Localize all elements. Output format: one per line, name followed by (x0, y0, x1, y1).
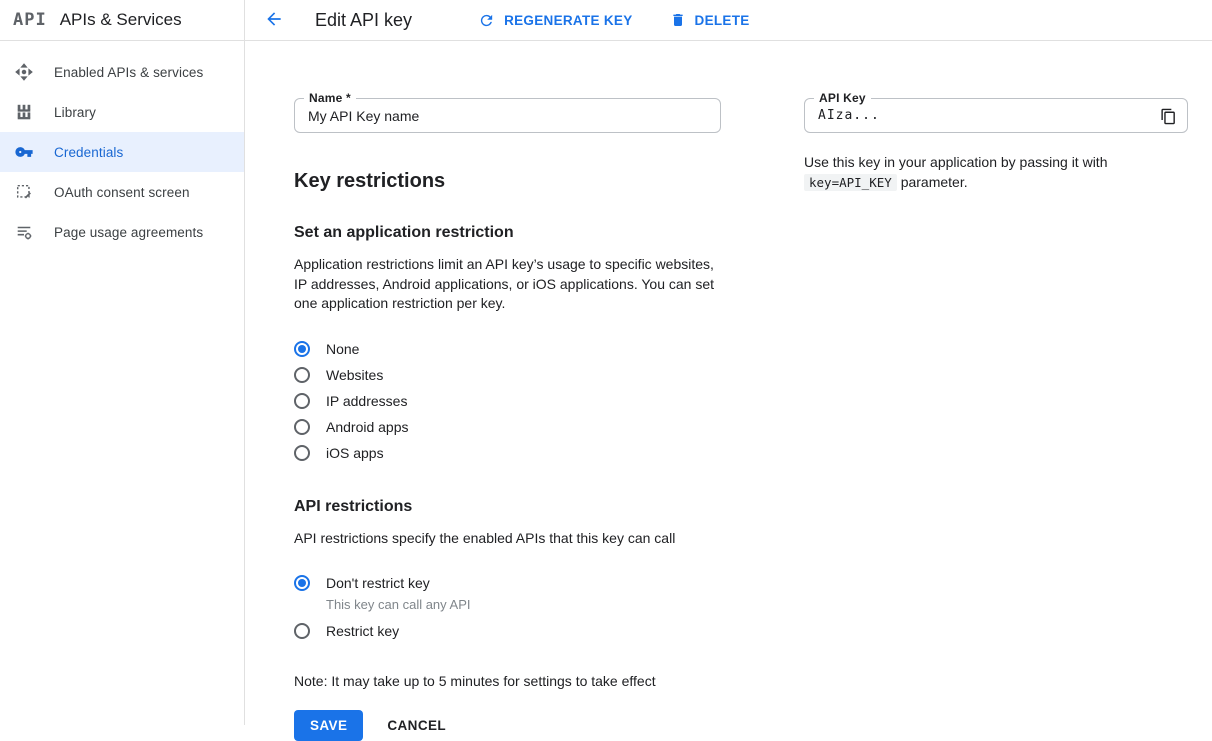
radio-selected-icon (294, 575, 310, 591)
sidebar-item-enabled-apis[interactable] (0, 52, 244, 92)
radio-label: Websites (326, 366, 384, 383)
radio-label: None (326, 340, 360, 357)
api-key-param-chip: key=API_KEY (804, 174, 897, 191)
sidebar-item-label: Page usage agreements (54, 224, 204, 240)
radio-label: Don't restrict key (326, 575, 430, 591)
right-column (804, 41, 1188, 193)
app-restriction-heading: Set an application restriction (294, 224, 514, 241)
api-restrictions-heading: API restrictions (294, 497, 413, 515)
radio-ios-apps[interactable] (294, 440, 721, 466)
hint-text-suffix: parameter. (900, 174, 968, 190)
left-column (294, 41, 721, 741)
sidebar-item-library[interactable] (0, 92, 244, 132)
api-key-field-label: API Key (814, 91, 871, 105)
api-restriction-radio-group (294, 570, 721, 644)
oauth-consent-icon (14, 182, 34, 202)
page-title: Edit API key (315, 9, 413, 30)
radio-label: iOS apps (326, 444, 384, 461)
trash-icon (670, 12, 686, 28)
radio-unselected-icon (294, 367, 310, 383)
radio-websites[interactable] (294, 362, 721, 388)
sidebar-nav (0, 41, 244, 252)
key-restrictions-heading: Key restrictions (294, 170, 446, 192)
copy-button[interactable] (1158, 106, 1178, 126)
radio-unselected-icon (294, 393, 310, 409)
radio-label: Restrict key (326, 623, 400, 639)
refresh-icon (478, 12, 495, 29)
api-logo: API (13, 10, 47, 30)
save-button[interactable]: SAVE (294, 710, 363, 741)
dont-restrict-key-sublabel: This key can call any API (326, 597, 471, 612)
page-header (245, 0, 1212, 41)
delete-button[interactable] (670, 12, 750, 28)
radio-none[interactable] (294, 336, 721, 362)
api-key-usage-hint (804, 152, 1188, 193)
sidebar-item-label: OAuth consent screen (54, 184, 190, 200)
name-field (294, 91, 721, 133)
arrow-back-icon (264, 9, 284, 32)
page-agreements-icon (14, 222, 34, 242)
app-restriction-description: Application restrictions limit an API key’s usage to specific websites, IP addresses, Android applications, or iOS applications. You can set one application restriction per key. (294, 256, 715, 311)
radio-label: Android apps (326, 418, 409, 435)
settings-note: Note: It may take up to 5 minutes for settings to take effect (294, 673, 656, 689)
radio-unselected-icon (294, 623, 310, 639)
content-area (245, 41, 1212, 733)
radio-unselected-icon (294, 419, 310, 435)
name-field-label: Name * (304, 91, 356, 105)
sidebar-item-label: Enabled APIs & services (54, 64, 204, 80)
regenerate-key-button[interactable] (478, 12, 632, 29)
sidebar-header (0, 0, 244, 41)
radio-restrict-key[interactable] (294, 618, 721, 644)
sidebar-item-label: Library (54, 104, 96, 120)
enabled-apis-icon (14, 62, 34, 82)
sidebar-item-oauth-consent[interactable] (0, 172, 244, 212)
radio-android-apps[interactable] (294, 414, 721, 440)
name-input[interactable] (295, 99, 720, 132)
radio-dont-restrict-key[interactable] (294, 570, 721, 596)
delete-label: DELETE (694, 12, 750, 28)
app-restriction-radio-group (294, 336, 721, 466)
back-button[interactable] (262, 8, 286, 32)
regenerate-key-label: REGENERATE KEY (504, 12, 633, 28)
copy-icon (1160, 108, 1177, 125)
sidebar-item-page-usage[interactable] (0, 212, 244, 252)
api-key-field (804, 91, 1188, 133)
radio-unselected-icon (294, 445, 310, 461)
sidebar-title: APIs & Services (59, 10, 182, 29)
sidebar-item-label: Credentials (54, 144, 124, 160)
cancel-button[interactable]: CANCEL (387, 718, 447, 733)
api-restrictions-description: API restrictions specify the enabled APIs that this key can call (294, 529, 676, 546)
main-panel (245, 0, 1212, 733)
hint-text-prefix: Use this key in your application by passing it with (804, 154, 1108, 170)
form-actions (294, 710, 721, 741)
radio-ip-addresses[interactable] (294, 388, 721, 414)
radio-selected-icon (294, 341, 310, 357)
radio-label: IP addresses (326, 392, 408, 409)
library-icon (14, 102, 34, 122)
sidebar-item-credentials[interactable] (0, 132, 244, 172)
key-icon (14, 142, 34, 162)
sidebar (0, 0, 245, 725)
